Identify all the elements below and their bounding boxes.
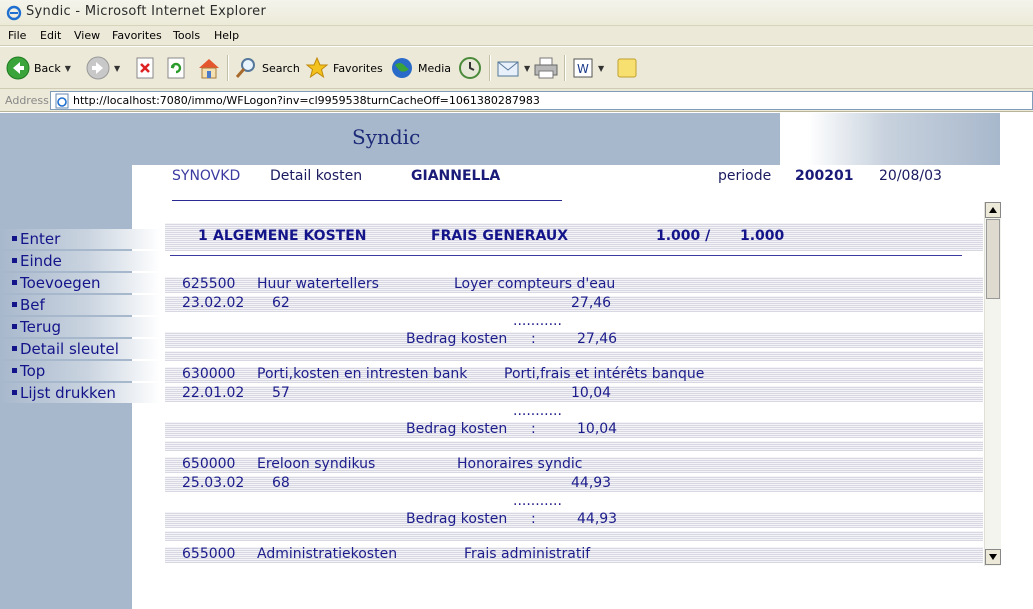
menu-favorites[interactable]: Favorites	[112, 29, 162, 42]
table-row	[165, 457, 983, 473]
vertical-scrollbar[interactable]	[984, 202, 1001, 566]
entry-ref: 62	[272, 295, 290, 311]
search-button[interactable]	[234, 54, 300, 82]
refresh-button[interactable]	[166, 54, 186, 82]
entry-date: 23.02.02	[182, 295, 245, 311]
history-button[interactable]	[458, 54, 482, 82]
table-row	[165, 476, 983, 492]
table-row	[165, 314, 983, 330]
nav-label: Detail sleutel	[20, 340, 119, 358]
back-arrow-icon	[6, 56, 30, 80]
nav-einde[interactable]	[0, 251, 160, 271]
back-dropdown-icon[interactable]: ▼	[64, 63, 71, 73]
menu-edit[interactable]: Edit	[40, 29, 62, 42]
nav-label: Toevoegen	[20, 274, 101, 292]
print-button[interactable]	[533, 54, 559, 82]
media-button[interactable]	[390, 54, 451, 82]
table-row	[165, 531, 983, 541]
window-title: Syndic - Microsoft Internet Explorer	[26, 4, 267, 19]
favorites-label: Favorites	[333, 61, 383, 75]
search-label: Search	[262, 61, 300, 75]
bullet-icon	[12, 302, 17, 307]
nav-detail-sleutel[interactable]	[0, 339, 160, 359]
arrow-down-icon	[989, 554, 997, 560]
entry-amount: 44,93	[571, 475, 612, 491]
dots-separator: ...........	[513, 313, 562, 329]
total-label: Bedrag kosten	[406, 421, 508, 437]
account-desc-nl: Huur watertellers	[257, 276, 379, 292]
nav-label: Lijst drukken	[20, 384, 116, 402]
stop-icon	[135, 57, 155, 79]
back-label: Back	[34, 61, 61, 75]
history-icon	[458, 56, 482, 80]
category-row	[165, 223, 983, 251]
category-code: 1	[198, 228, 208, 244]
total-amount: 10,04	[577, 421, 618, 437]
menu-help[interactable]: Help	[214, 29, 240, 42]
arrow-up-icon	[989, 207, 997, 213]
media-globe-icon	[390, 56, 414, 80]
total-sep: :	[531, 511, 536, 527]
table-row	[165, 332, 983, 348]
bullet-icon	[12, 258, 17, 263]
account-desc-fr: Frais administratif	[464, 546, 591, 562]
category-underline	[170, 255, 962, 256]
menu-view[interactable]: View	[74, 29, 101, 42]
account-desc-fr: Honoraires syndic	[457, 456, 583, 472]
word-edit-icon	[572, 57, 594, 79]
total-amount: 44,93	[577, 511, 618, 527]
category-name-fr: FRAIS GENERAUX	[431, 228, 569, 244]
address-input[interactable]	[50, 91, 1033, 110]
menu-bar	[0, 26, 1033, 46]
mail-dropdown-icon[interactable]: ▼	[524, 63, 531, 73]
header-band-right	[808, 113, 1000, 165]
star-icon	[305, 56, 329, 80]
mail-button[interactable]	[496, 54, 530, 82]
dots-separator: ...........	[513, 493, 562, 509]
address-label: Address	[5, 94, 49, 107]
nav-label: Einde	[20, 252, 62, 270]
table-row	[165, 441, 983, 451]
toolbar-separator	[564, 55, 566, 81]
nav-enter[interactable]	[0, 229, 160, 249]
bullet-icon	[12, 346, 17, 351]
nav-terug[interactable]	[0, 317, 160, 337]
refresh-icon	[166, 57, 186, 79]
entry-date: 22.01.02	[182, 385, 245, 401]
svg-text:W: W	[577, 62, 589, 76]
category-name-nl: ALGEMENE KOSTEN	[213, 228, 367, 244]
search-icon	[234, 56, 258, 80]
home-icon	[196, 56, 222, 80]
nav-label: Bef	[20, 296, 45, 314]
nav-label: Enter	[20, 230, 61, 248]
total-label: Bedrag kosten	[406, 331, 508, 347]
forward-dropdown-icon[interactable]: ▼	[114, 63, 121, 73]
account-desc-fr: Loyer compteurs d'eau	[454, 276, 616, 292]
table-row	[165, 386, 983, 402]
entry-ref: 57	[272, 385, 290, 401]
account-desc-fr: Porti,frais et intérêts banque	[504, 366, 705, 382]
web-page	[0, 113, 1033, 609]
menu-file[interactable]: File	[8, 29, 27, 42]
printer-icon	[533, 56, 559, 80]
forward-arrow-icon	[86, 56, 110, 80]
account-desc-nl: Administratiekosten	[257, 546, 398, 562]
bullet-icon	[12, 368, 17, 373]
nav-label: Terug	[20, 318, 62, 336]
toolbar-separator	[489, 55, 491, 81]
owner-name: GIANNELLA	[411, 168, 501, 184]
header-underline	[172, 200, 562, 201]
table-row	[165, 547, 983, 563]
app-title: Syndic	[352, 125, 421, 149]
note-icon	[616, 57, 638, 79]
edit-button[interactable]	[572, 54, 604, 82]
nav-lijst-drukken[interactable]	[0, 383, 160, 403]
scroll-down-button[interactable]	[985, 549, 1001, 565]
table-row	[165, 512, 983, 528]
home-button[interactable]	[196, 54, 222, 82]
title-bar	[0, 0, 1033, 26]
account-code: 655000	[182, 546, 236, 562]
account-desc-nl: Ereloon syndikus	[257, 456, 376, 472]
category-value1: 1.000 /	[656, 228, 711, 244]
dots-separator: ...........	[513, 403, 562, 419]
page-icon	[54, 93, 70, 109]
nav-bef[interactable]	[0, 295, 160, 315]
bullet-icon	[12, 390, 17, 395]
account-code: 625500	[182, 276, 236, 292]
nav-toevoegen[interactable]	[0, 273, 160, 293]
entry-ref: 68	[272, 475, 290, 491]
mail-icon	[496, 56, 520, 80]
forward-button[interactable]	[86, 54, 120, 82]
account-code: 630000	[182, 366, 236, 382]
table-row	[165, 351, 983, 361]
table-row	[165, 422, 983, 438]
toolbar-separator	[227, 55, 229, 81]
toolbar	[0, 47, 1033, 89]
total-sep: :	[531, 421, 536, 437]
periode-value: 200201	[795, 168, 854, 184]
category-value2: 1.000	[740, 228, 785, 244]
entry-date: 25.03.02	[182, 475, 245, 491]
address-url[interactable]: http://localhost:7080/immo/WFLogon?inv=cl9959538turnCacheOff=1061380287983	[73, 94, 540, 107]
stop-button[interactable]	[135, 54, 155, 82]
ie-icon	[6, 5, 22, 21]
account-desc-nl: Porti,kosten en intresten bank	[257, 366, 468, 382]
screen-code: SYNOVKD	[172, 168, 241, 184]
media-label: Media	[418, 61, 452, 75]
bullet-icon	[12, 324, 17, 329]
total-sep: :	[531, 331, 536, 347]
account-code: 650000	[182, 456, 236, 472]
nav-top[interactable]	[0, 361, 160, 381]
bullet-icon	[12, 280, 17, 285]
scroll-up-button[interactable]	[985, 202, 1001, 218]
cost-detail-list	[165, 203, 983, 563]
table-row	[165, 367, 983, 383]
table-row	[165, 277, 983, 293]
messenger-button[interactable]	[616, 54, 638, 82]
bullet-icon	[12, 236, 17, 241]
total-amount: 27,46	[577, 331, 618, 347]
screen-label: Detail kosten	[270, 168, 363, 184]
scroll-thumb[interactable]	[986, 219, 1000, 299]
back-button[interactable]	[6, 54, 71, 82]
favorites-button[interactable]	[305, 54, 383, 82]
total-label: Bedrag kosten	[406, 511, 508, 527]
header-date: 20/08/03	[879, 168, 942, 184]
table-row	[165, 296, 983, 312]
menu-tools[interactable]: Tools	[173, 29, 201, 42]
edit-dropdown-icon[interactable]: ▼	[598, 63, 605, 73]
address-bar	[0, 89, 1033, 112]
entry-amount: 10,04	[571, 385, 612, 401]
table-row	[165, 404, 983, 420]
periode-label: periode	[718, 168, 772, 184]
table-row	[165, 494, 983, 510]
entry-amount: 27,46	[571, 295, 612, 311]
nav-label: Top	[20, 362, 46, 380]
